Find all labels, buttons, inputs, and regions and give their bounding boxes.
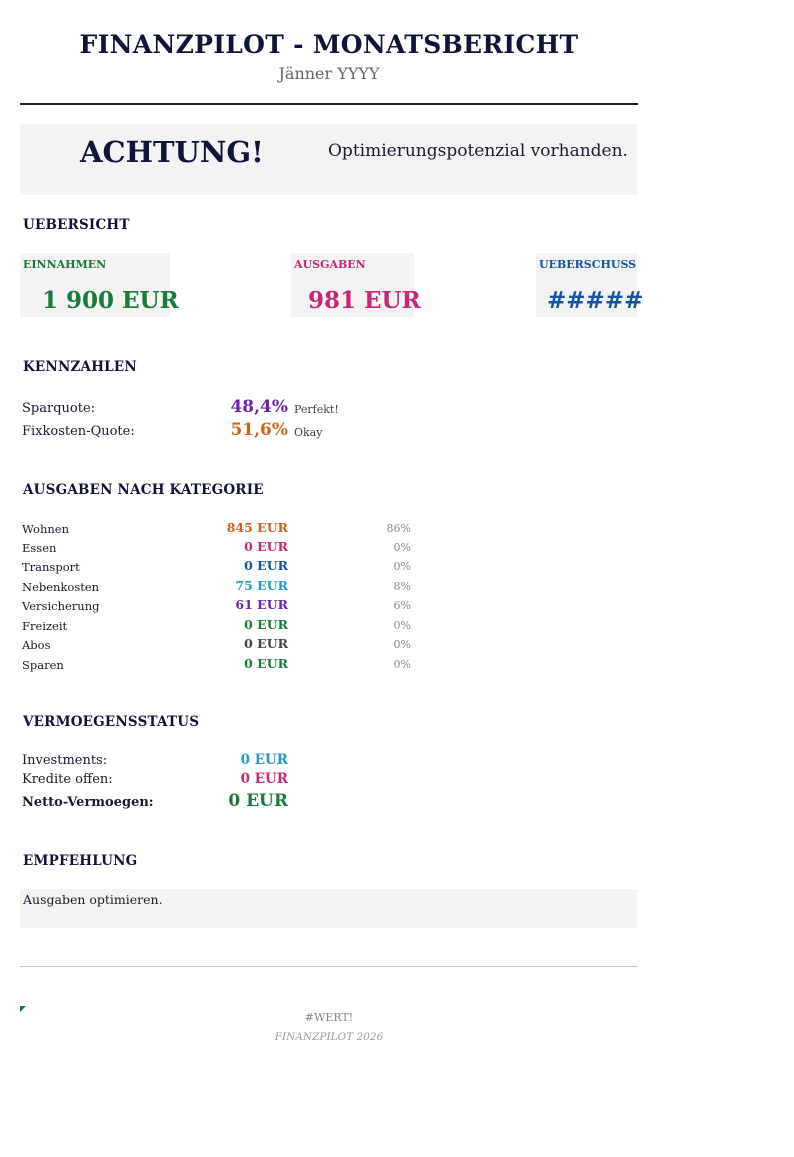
category-percent: 0% [393,658,411,671]
category-label: Nebenkosten [22,580,100,594]
category-value: 0 EUR [244,558,288,573]
alert-heading: ACHTUNG! [80,135,264,169]
category-percent: 8% [393,580,411,593]
category-label: Sparen [22,658,64,672]
category-label: Transport [22,560,80,574]
savings-rate-label: Sparquote: [22,401,96,416]
category-value: 0 EUR [244,656,288,671]
section-title-categories: AUSGABEN NACH KATEGORIE [23,482,264,498]
savings-rate-value: 48,4% [230,397,288,417]
net-worth-value: 0 EUR [228,791,288,811]
category-value: 0 EUR [244,636,288,651]
section-title-kpis: KENNZAHLEN [23,359,137,375]
section-title-recommendation: EMPFEHLUNG [23,853,138,869]
income-value: 1 900 EUR [42,287,179,314]
investments-label: Investments: [22,753,108,768]
category-label: Freizeit [22,619,68,633]
section-title-overview: UEBERSICHT [23,217,130,233]
net-worth-label: Netto-Vermoegen: [22,795,154,810]
category-label: Versicherung [22,599,100,613]
category-percent: 0% [393,560,411,573]
category-label: Essen [22,541,57,555]
error-value: #WERT! [304,1011,354,1024]
category-value: 61 EUR [235,597,288,612]
expenses-label: AUSGABEN [294,258,366,271]
savings-rate-note: Perfekt! [294,403,339,416]
investments-value: 0 EUR [240,752,288,768]
category-label: Wohnen [22,522,69,536]
category-value: 0 EUR [244,539,288,554]
surplus-label: UEBERSCHUSS [539,258,637,271]
category-value: 845 EUR [226,520,288,535]
expenses-value: 981 EUR [308,287,421,314]
recommendation-text: Ausgaben optimieren. [23,892,163,907]
category-percent: 6% [393,599,411,612]
fixed-cost-rate-value: 51,6% [230,420,288,440]
surplus-value: ##### [547,287,644,314]
section-title-wealth: VERMOEGENSSTATUS [23,714,200,730]
footer-divider [20,966,638,967]
category-label: Abos [22,638,51,652]
page-title: FINANZPILOT - MONATSBERICHT [79,30,579,59]
credits-value: 0 EUR [240,771,288,787]
category-percent: 86% [386,522,411,535]
header-divider [20,103,638,105]
report-period: Jänner YYYY [278,64,380,83]
category-value: 75 EUR [235,578,288,593]
category-percent: 0% [393,619,411,632]
alert-message: Optimierungspotenzial vorhanden. [328,141,628,161]
credits-label: Kredite offen: [22,772,113,787]
income-label: EINNAHMEN [23,258,107,271]
category-percent: 0% [393,638,411,651]
fixed-cost-rate-label: Fixkosten-Quote: [22,424,135,439]
category-percent: 0% [393,541,411,554]
fixed-cost-rate-note: Okay [294,426,323,439]
category-value: 0 EUR [244,617,288,632]
footer-brand: FINANZPILOT 2026 [274,1031,384,1043]
